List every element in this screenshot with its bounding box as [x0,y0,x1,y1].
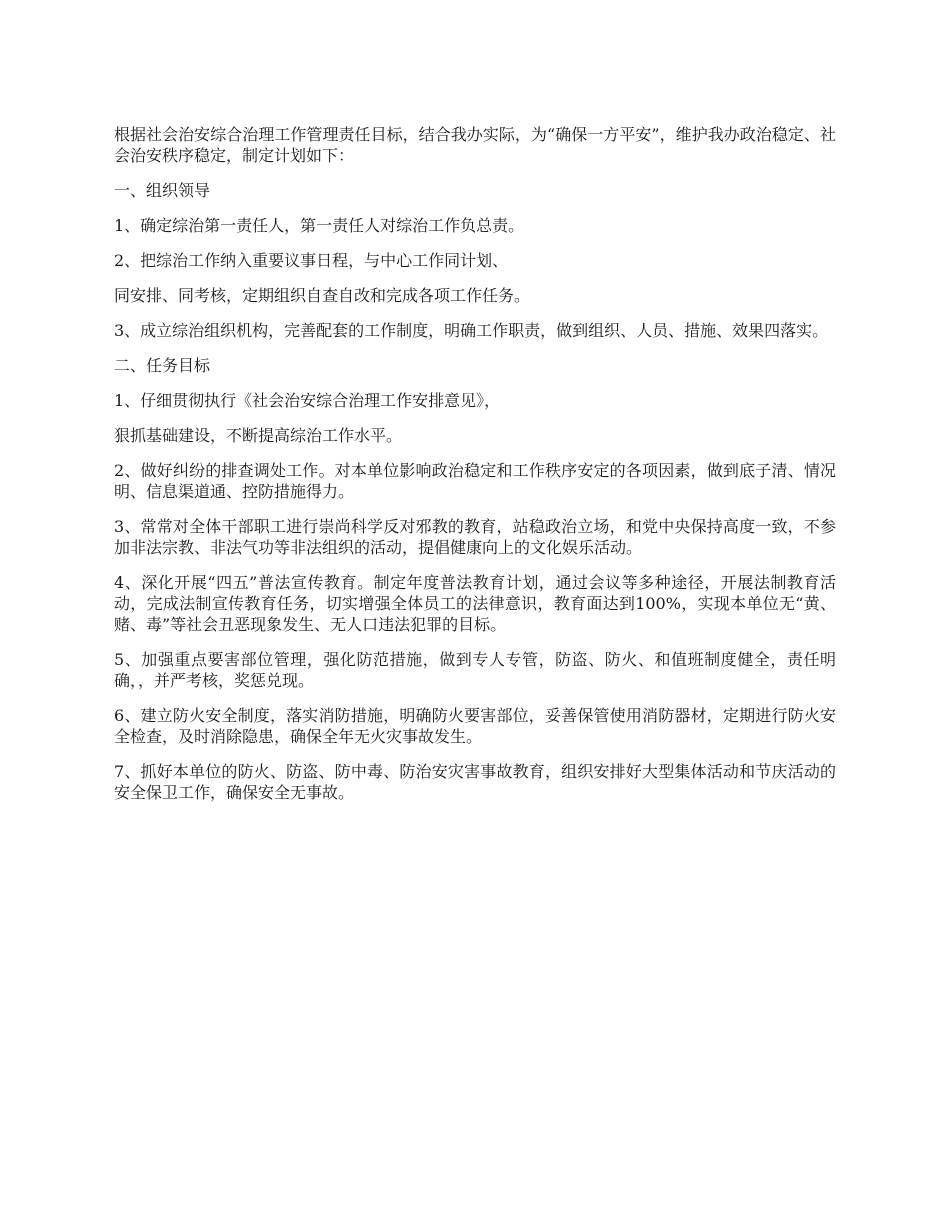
list-item: 2、做好纠纷的排查调处工作。对本单位影响政治稳定和工作秩序安定的各项因素，做到底子清、情况明、信息渠道通、控防措施得力。 [114,461,836,501]
section-heading-goals: 二、任务目标 [114,356,211,375]
section-heading-organization: 一、组织领导 [114,181,211,200]
list-item: 1、确定综治第一责任人，第一责任人对综治工作负总责。 [114,216,525,235]
list-item-continuation: 狠抓基础建设，不断提高综治工作水平。 [114,426,403,445]
list-item-continuation: 同安排、同考核，定期组织自查自改和完成各项工作任务。 [114,286,531,305]
list-item: 6、建立防火安全制度，落实消防措施，明确防火要害部位，妥善保管使用消防器材，定期进行防火安全检查，及时消除隐患，确保全年无火灾事故发生。 [114,706,836,746]
list-item: 2、把综治工作纳入重要议事日程，与中心工作同计划、 [114,251,509,270]
document-body [114,124,836,817]
list-item: 1、仔细贯彻执行《社会治安综合治理工作安排意见》， [114,391,501,410]
list-item: 3、常常对全体干部职工进行崇尚科学反对邪教的教育，站稳政治立场，和党中央保持高度一致，不参加非法宗教、非法气功等非法组织的活动，提倡健康向上的文化娱乐活动。 [114,517,836,557]
list-item: 3、成立综治组织机构，完善配套的工作制度，明确工作职责，做到组织、人员、措施、效果四落实。 [114,321,829,340]
intro-paragraph: 根据社会治安综合治理工作管理责任目标，结合我办实际，为“确保一方平安”，维护我办政治稳定、社会治安秩序稳定，制定计划如下： [114,125,836,165]
list-item: 7、抓好本单位的防火、防盗、防中毒、防治安灾害事故教育，组织安排好大型集体活动和节庆活动的安全保卫工作，确保安全无事故。 [114,762,836,802]
list-item: 4、深化开展“四五”普法宣传教育。制定年度普法教育计划，通过会议等多种途径，开展法制教育活动，完成法制宣传教育任务，切实增强全体员工的法律意识，教育面达到100%，实现本单位无“黄、赌、毒”等社会丑恶现象发生、无人口违法犯罪的目标。 [114,573,836,634]
list-item: 5、加强重点要害部位管理，强化防范措施，做到专人专管，防盗、防火、和值班制度健全，责任明确，，并严考核，奖惩兑现。 [114,650,836,690]
